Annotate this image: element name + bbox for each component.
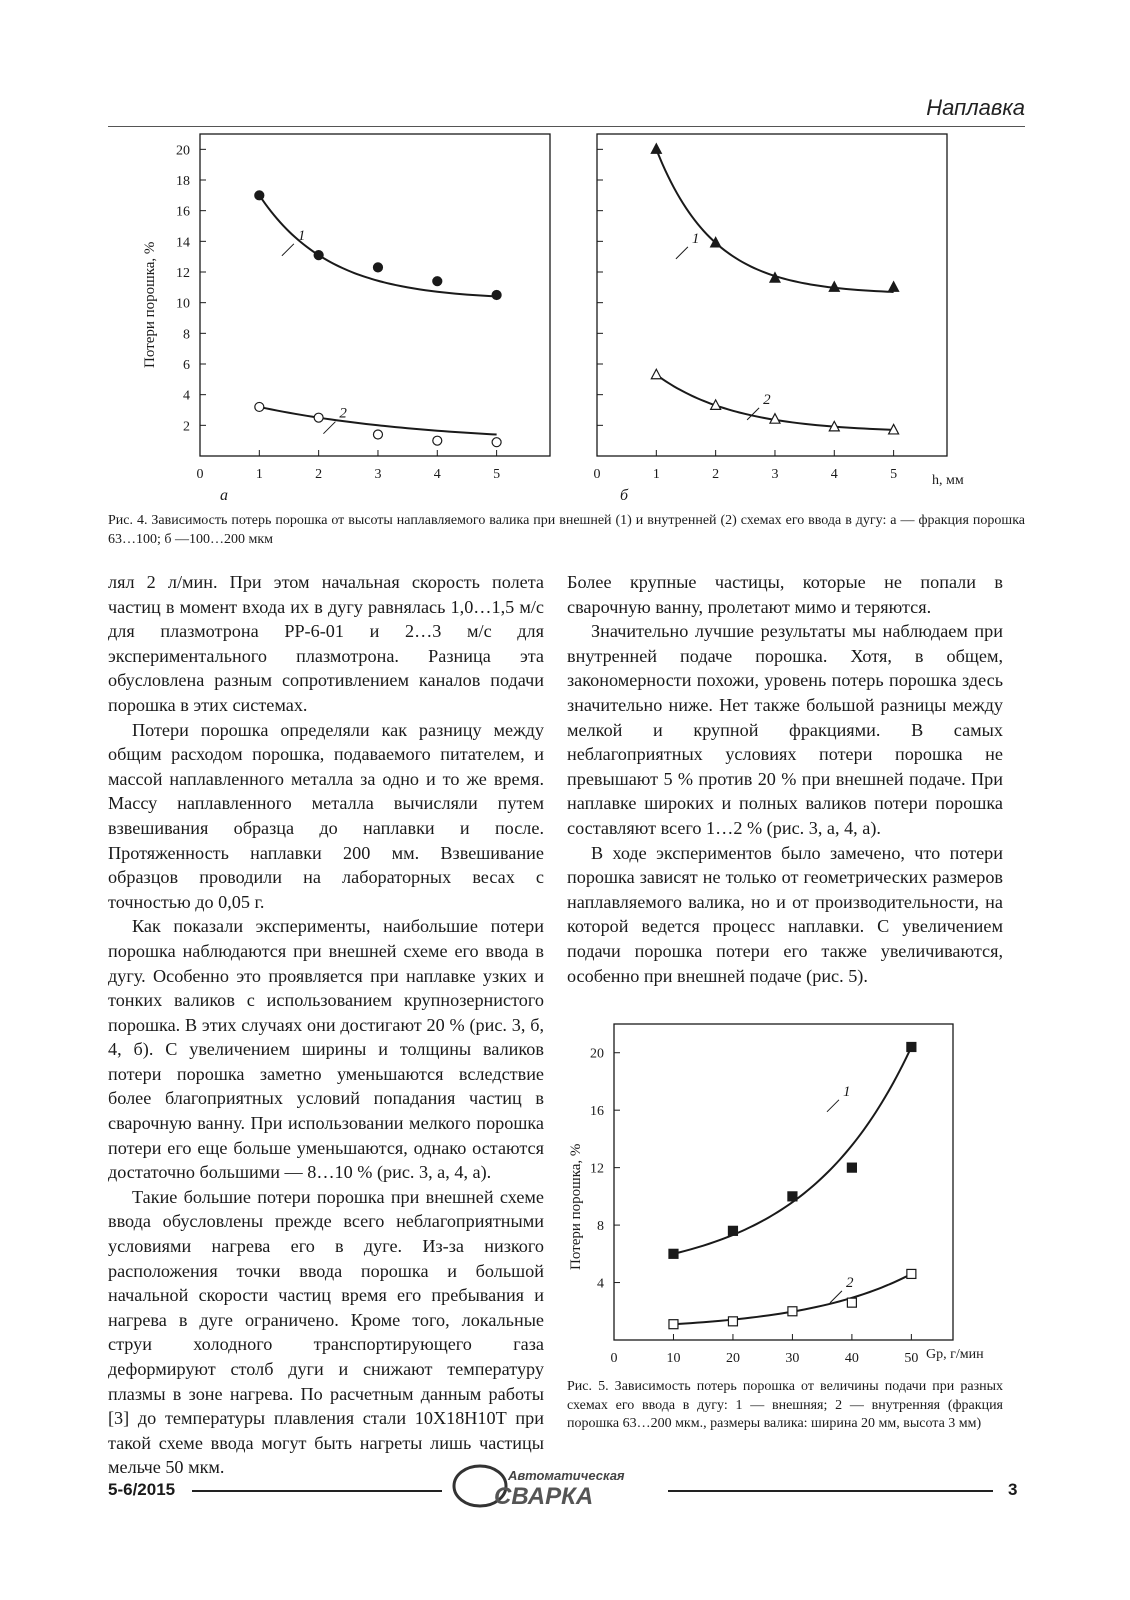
data-point [669, 1249, 678, 1258]
issue-number: 5-6/2015 [108, 1480, 176, 1499]
data-point [907, 1042, 916, 1051]
x-tick-label: 0 [196, 467, 204, 482]
x-tick-label: 2 [712, 467, 720, 482]
x-tick-label: 4 [830, 467, 838, 482]
x-tick-label: 4 [433, 467, 441, 482]
logo-word: СВАРКА [494, 1483, 594, 1510]
page-number: 3 [1008, 1480, 1018, 1499]
plot-frame [597, 134, 947, 456]
y-tick-label: 20 [590, 1046, 604, 1062]
x-tick-label: 0 [610, 1351, 618, 1366]
data-point [847, 1163, 856, 1172]
x-tick-label: 1 [652, 467, 660, 482]
figure-5 [562, 1018, 1012, 1378]
plot-frame [614, 1024, 953, 1340]
x-tick-label: 2 [315, 467, 323, 482]
y-tick-label: 16 [590, 1104, 604, 1120]
x-tick-label: 40 [844, 1351, 859, 1366]
y-tick-label: 16 [176, 204, 190, 220]
y-tick-label: 12 [590, 1161, 604, 1177]
paragraph: Как показали эксперименты, наибольшие потери порошка наблюдаются при внешней схеме его ввода в дугу. Особенно это проявляется при наплавке узких и тонких валиков с использованием крупнозернистого порошка. В этих случаях они достигают 20 % (рис. 3, б, 4, б). С увеличением ширины и толщины валиков потери порошка заметно уменьшаются вследствие более благоприятных условий попадания частиц в сварочную ванну. При использовании мелкого порошка потери его еще больше уменьшаются, однако остаются достаточно большими — 8…10 % (рис. 3, а, 4, а). [108, 916, 544, 1183]
y-tick-label: 12 [176, 266, 190, 281]
paragraph: Потери порошка определяли как разницу между общим расходом порошка, подаваемого питателем, и массой наплавленного металла за одно и то же время. Массу наплавленного металла вычисляли путем взвешивания образца до наплавки и после. Протяженность наплавки 200 мм. Взвешивание образцов проводили на лабораторных весах с точностью до 0,05 г. [108, 719, 544, 912]
data-point [314, 251, 323, 260]
series-line [673, 1274, 911, 1324]
series-label: 1 [297, 227, 306, 244]
data-point [492, 438, 501, 447]
data-point [433, 277, 442, 286]
data-point [492, 291, 501, 300]
data-point [788, 1192, 797, 1201]
data-point [255, 191, 264, 200]
paragraph: лял 2 л/мин. При этом начальная скорость полета частиц в момент входа их в дугу равнялась 1,0…1,5 м/с для плазмотрона РР-6-01 и 2…3 м/с для экспериментального плазмотрона. Разница эта обусловлена разным сопротивлением каналов подачи порошка в этих системах. [108, 572, 544, 715]
data-point [847, 1298, 856, 1307]
data-point [907, 1269, 916, 1278]
figure-5-caption: Рис. 5. Зависимость потерь порошка от величины подачи при разных схемах его ввода в дугу: 1 — внешняя; 2 — внутренняя (фракция порошка 63…200 мкм., размеры валика: ширина 20 мм, высота 3 мм) [567, 1379, 1003, 1431]
y-tick-label: 8 [183, 327, 190, 343]
series-label: 2 [845, 1274, 854, 1291]
section-title: Наплавка [926, 95, 1025, 120]
x-tick-label: 1 [255, 467, 263, 482]
x-axis-label: Gp, г/мин [926, 1347, 984, 1362]
data-point [651, 369, 661, 379]
y-axis-label: Потери порошка, % [142, 241, 158, 368]
text-column-right [567, 570, 1003, 988]
journal-logo [450, 1462, 660, 1510]
paragraph: Более крупные частицы, которые не попали в сварочную ванну, пролетают мимо и теряются. [567, 572, 1003, 617]
series-line [656, 149, 893, 292]
paragraph: В ходе экспериментов было замечено, что потери порошка зависят не только от геометрических размеров наплавляемого валика, но и от производительности, на которой ведется процесс наплавки. С увеличением подачи порошка потери его также увеличиваются, особенно при внешней подаче (рис. 5). [567, 842, 1003, 986]
paragraph: Значительно лучшие результаты мы наблюдаем при внутренней подаче порошка. Хотя, в общем, закономерности похожи, уровень потерь порошка здесь значительно ниже. Нет также большой разницы между мелкой и крупной фракциями. В самых неблагоприятных условиях потери порошка не превышают 5 % против 20 % при внешней подаче. При наплавке широких и полных валиков потери порошка составляют всего 1…2 % (рис. 3, а, 4, а). [567, 621, 1003, 838]
header-rule [108, 126, 1025, 127]
text-column-left [108, 570, 544, 1480]
x-tick-label: 0 [593, 467, 601, 482]
logo-text: Автоматическая [508, 1468, 625, 1483]
figure-4 [100, 128, 1030, 508]
data-point [433, 436, 442, 445]
series-label: 2 [339, 405, 347, 422]
data-point [255, 402, 264, 411]
data-point [788, 1307, 797, 1316]
series-label-leader [676, 247, 688, 259]
x-tick-label: 20 [725, 1351, 740, 1366]
y-tick-label: 6 [183, 358, 190, 373]
y-tick-label: 10 [176, 296, 190, 312]
y-tick-label: 14 [176, 235, 190, 251]
y-tick-label: 20 [176, 143, 190, 159]
y-tick-label: 18 [176, 174, 190, 189]
series-label: 1 [691, 230, 700, 247]
y-tick-label: 4 [597, 1276, 604, 1292]
paragraph: Такие большие потери порошка при внешней схеме ввода обусловлены прежде всего неблагоприятными условиями нагрева его в дуге. Из-за низкого расположения точки ввода порошка и большой начальной скорости частиц время его пребывания и нагрева в дуге ограничено. Кроме того, локальные струи холодного транспортирующего газа деформируют столб дуги и снижают температуру плазмы в зоне нагрева. По расчетным данным работы [3] до температуры плавления стали 10Х18Н10Т при такой схеме ввода могут быть нагреты лишь частицы мельче 50 мкм. [108, 1186, 544, 1478]
x-tick-label: 30 [785, 1351, 800, 1366]
x-axis-label: h, мм [932, 473, 964, 488]
y-tick-label: 2 [183, 419, 190, 435]
figure-5-plot [568, 1024, 984, 1366]
data-point [889, 282, 899, 292]
data-point [728, 1317, 737, 1326]
y-tick-label: 4 [183, 388, 190, 404]
panel-label: б [620, 487, 629, 504]
y-tick-label: 8 [597, 1219, 604, 1235]
data-point [373, 263, 382, 272]
data-point [373, 430, 382, 439]
y-axis-label: Потери порошка, % [568, 1143, 584, 1270]
series-label: 1 [842, 1083, 851, 1100]
x-tick-label: 3 [771, 467, 779, 482]
data-point [651, 144, 661, 154]
series-label-leader [282, 244, 294, 256]
x-tick-label: 3 [374, 467, 382, 482]
x-tick-label: 10 [666, 1351, 681, 1366]
series-label-leader [323, 422, 335, 434]
data-point [728, 1226, 737, 1235]
footer-rule-left [192, 1490, 442, 1492]
series-label: 2 [763, 391, 771, 408]
series-label-leader [827, 1100, 839, 1112]
data-point [669, 1320, 678, 1329]
footer-rule-right [668, 1490, 993, 1492]
data-point [314, 413, 323, 422]
x-tick-label: 5 [493, 467, 501, 482]
figure-4-caption: Рис. 4. Зависимость потерь порошка от высоты наплавляемого валика при внешней (1) и внутренней (2) схемах его ввода в дугу: а — фракция порошка 63…100; б —100…200 мкм [108, 513, 1025, 547]
panel-label: а [220, 487, 228, 504]
figure-4b [594, 134, 964, 504]
x-tick-label: 5 [890, 467, 898, 482]
series-line [259, 195, 496, 296]
figure-4a [142, 134, 550, 504]
series-line [673, 1047, 911, 1254]
x-tick-label: 50 [904, 1351, 919, 1366]
